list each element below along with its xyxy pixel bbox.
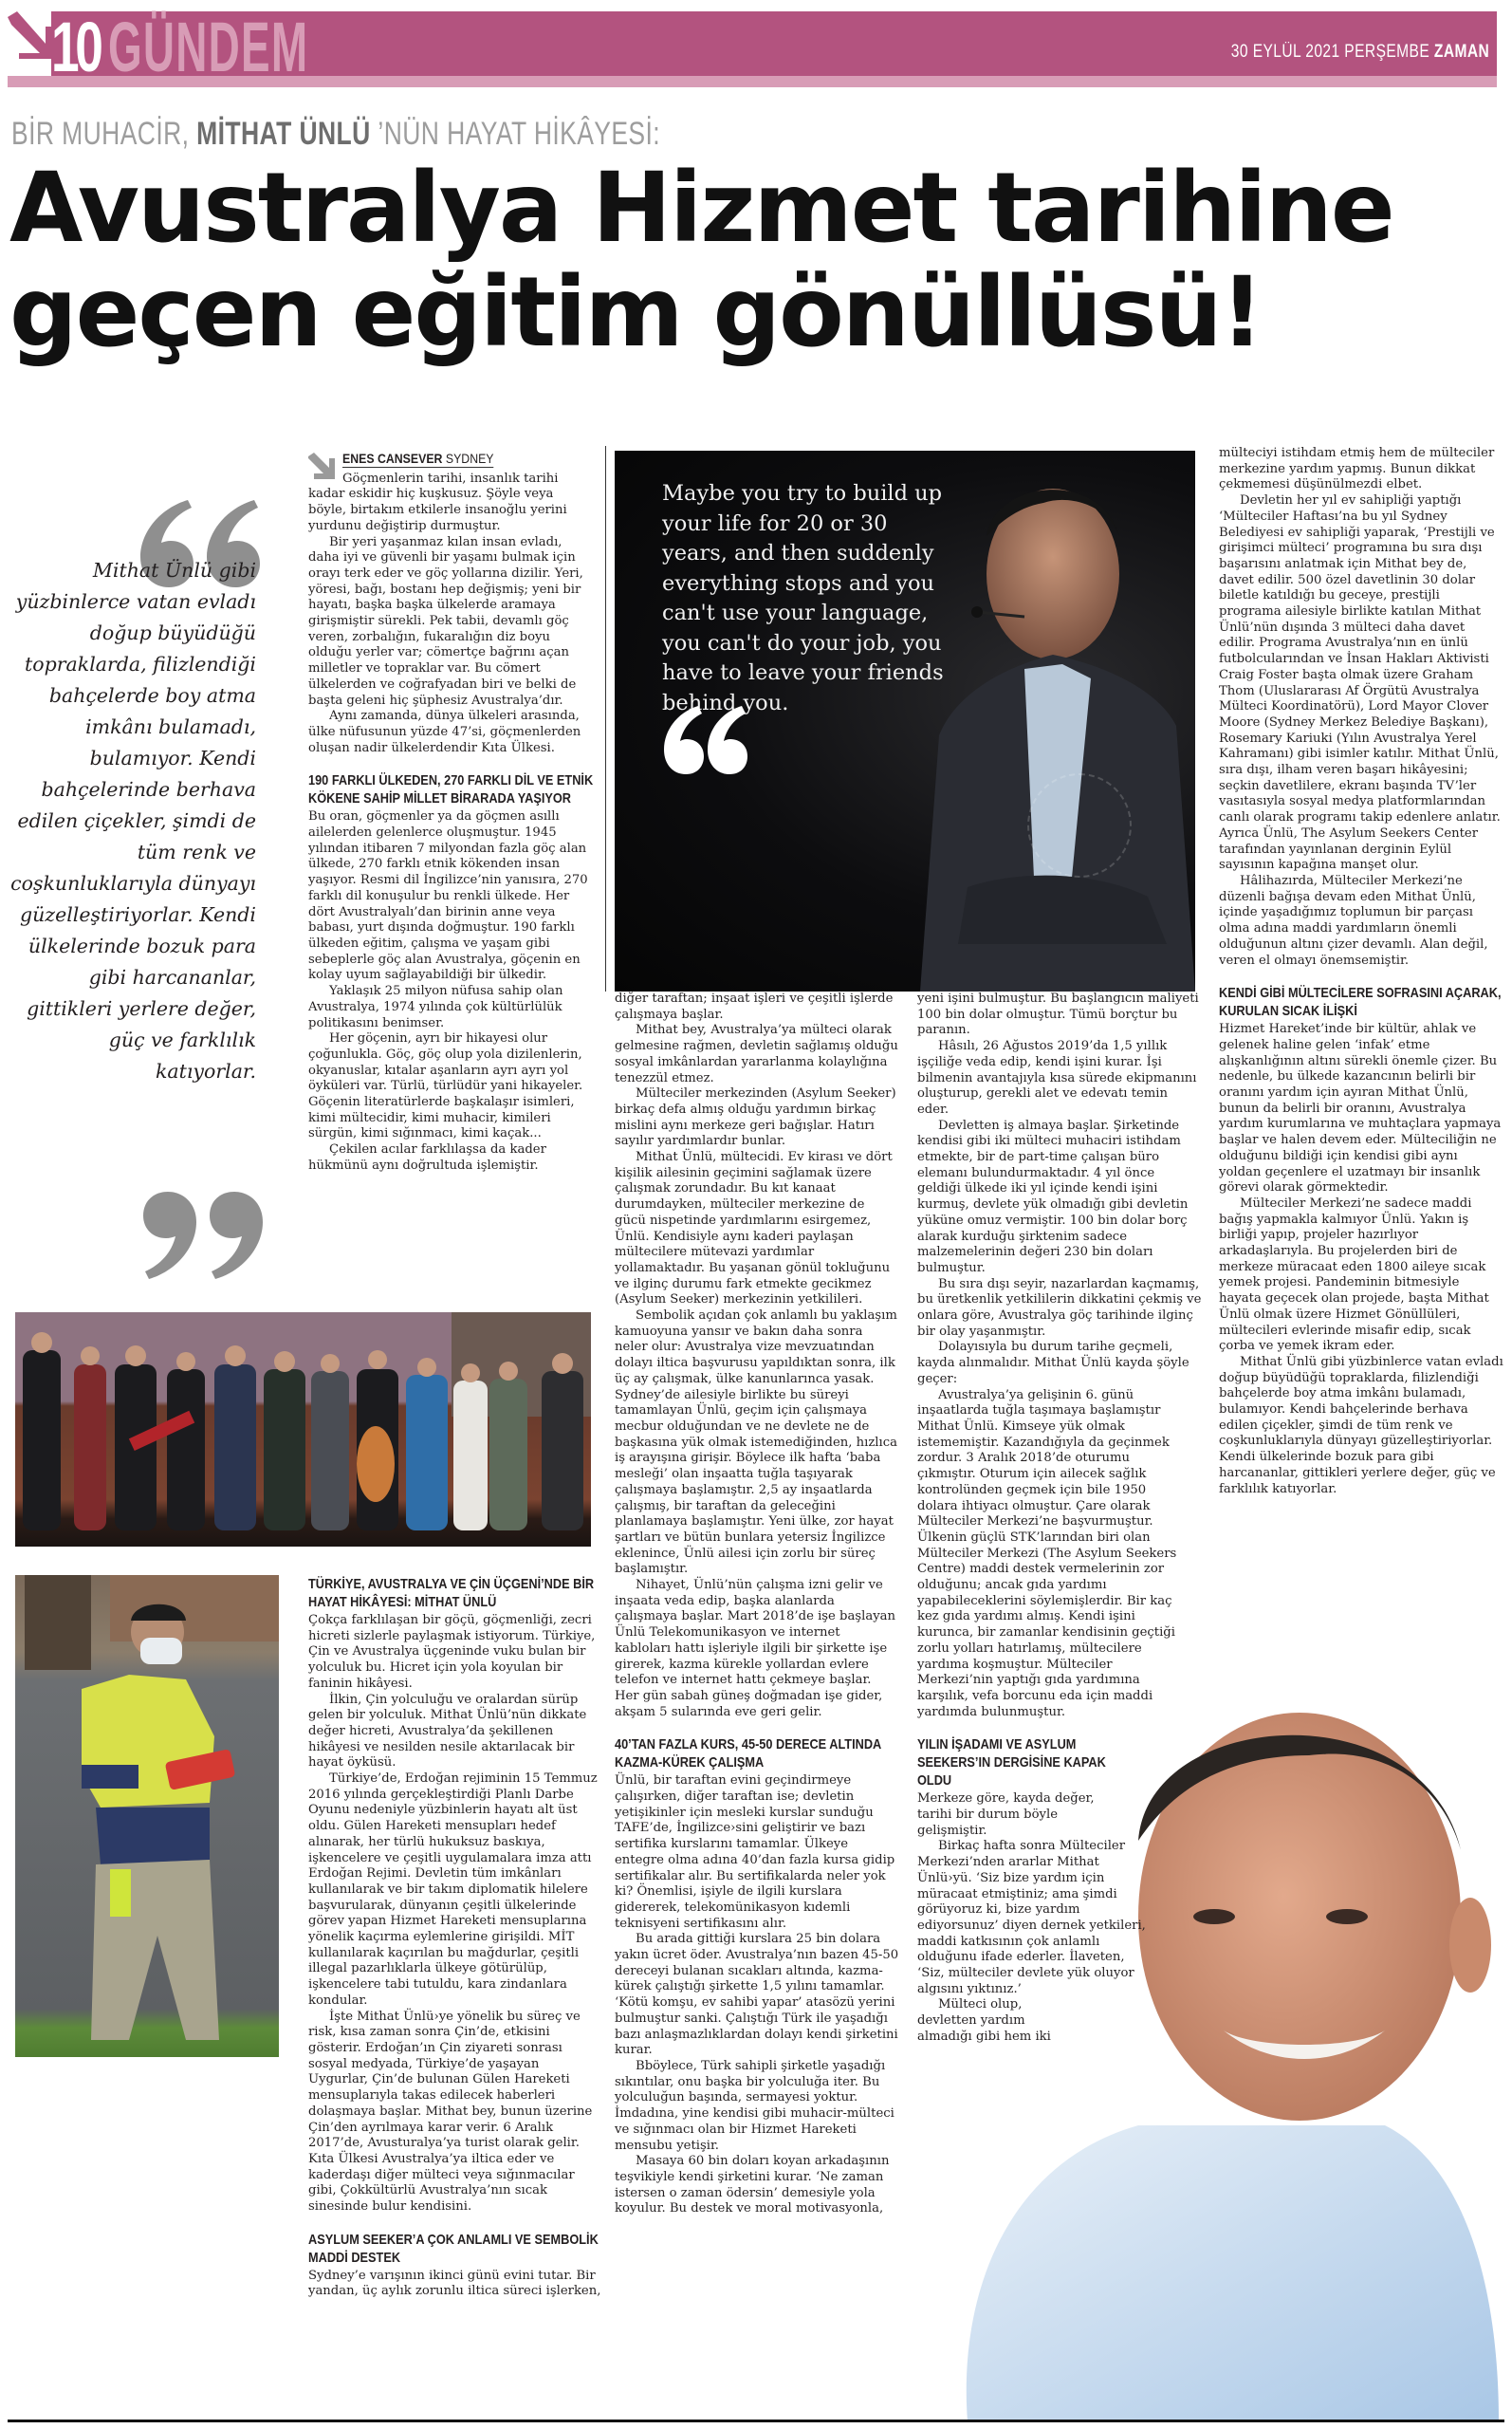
body-paragraph: mülteciyi istihdam etmiş hem de mülteciler merkezine yardım yapmış. Bunun dikkat çekmemesi düşünülmezdi elbet. [1219,446,1495,492]
subheading: TÜRKİYE, AVUSTRALYA VE ÇİN ÜÇGENİ’NDE BİR HAYAT HİKÂYESİ: MİTHAT ÜNLÜ [308,1576,595,1610]
body-paragraph: Çekilen acılar farklılaşsa da kader hükmünü aynı doğrultuda işlemiştir. [308,1142,546,1173]
lead-arrow-icon [308,453,337,481]
issue-date [1231,42,1489,63]
body-paragraph: Hâlihazırda, Mülteciler Merkezi’ne düzenli bağışa devam eden Mithat Ünlü, içinde yaşadığımız toplumun bir parçası olma adına maddi yardımların önemli olduğunun altını çizer devamlı. Alan değil, veren el olmayı önemsemiştir. [1219,873,1488,968]
body-paragraph: Ünlü, bir taraftan evini geçindirmeye çalışırken, diğer taraftan ise; devletin yetişikinler için mesleki kurslar sunduğu TAFE’de, İngilizce›sini geliştirir ve bazı sertifika kurslarını tamamlar. Ülkeye entegre olma adına 40’dan fazla kursa gidip sertifikalar alır. Bu sertifikalarda neler yok ki? Önemlisi, işiyle de ilgili kurslara gidererek, telekomünikasyon kıdemli teknisyeni sertifikasını alır. [615,1773,895,1931]
stage-group-photo [15,1312,591,1547]
body-paragraph: Mülteciler merkezinden (Asylum Seeker) birkaç defa almış olduğu yardımın birkaç mislini aynı merkeze geri bağışlar. Hatırı sayılır yardımlardır bunlar. [615,1086,896,1149]
body-paragraph: Bir yeri yaşanmaz kılan insan evladı, daha iyi ve güvenli bir yaşamı bulmak için orayı terk eder ve göç yollarına dizilir. Yeri, yöresi, bağı, bostanı hep değişmiş; yeni bir hayatı, başka başka ülkelerde aramaya girişmiştir sürekli. Pek tabii, devamlı göç veren, zorbalığın, fukaralığın diz boyu olduğu yerler var; cömertçe bağrını açan milletler ve topraklar var. Bu cömert ülkelerden ve coğrafyadan biri ve belki de başta geleni hiç şüphesiz Avustralya’dır. [308,534,583,708]
body-paragraph: Nihayet, Ünlü’nün çalışma izni gelir ve inşaata veda edip, başka alanlarda çalışmaya başlar. Mart 2018’de işe başlayan Ünlü Telekomunikasyon ve internet kabloları hattı işleriyle ilgili bir şirkette işe girerek, kazma kürekle yollardan evlere telefon ve internet hattı çekmeye başlar. Her gün sabah güneş doğmadan işe gider, akşam 5 sularında eve geri gelir. [615,1578,896,1719]
article-column-3 [917,992,1202,2046]
body-paragraph: Mülteciler Merkezi’ne sadece maddi bağış yapmakla kalmıyor Ünlü. Yakın iş birliği yapıp, projeler hazırlıyor arkadaşlarıyla. Bu projelerden biri de merkeze müracaat eden 1800 aileye sıcak yemek projesi. Pandeminin bitmesiyle hayata geçecek olan projede, başta Mithat Ünlü olmak üzere Hizmet Gönüllüleri, mültecileri evlerinde misafir edip, sıcak çorba ve yemek ikram eder. [1219,1196,1489,1354]
stage-group-figures [15,1312,591,1547]
body-paragraph: yeni işini bulmuştur. Bu başlangıcın maliyeti 100 bin dolar olmuştur. Tümü borçtur bu paranın. [917,992,1199,1038]
byline [342,451,494,468]
body-paragraph: Bu oran, göçmenler ya da göçmen asıllı ailelerden gelenlerce oluşmuştur. 1945 yılından itibaren 7 milyondan fazla göç alan ülkede, 270 farklı etnik kökenden insan yaşıyor. Resmi dil İngilizce’nin yanısıra, 270 farklı dil konuşulur bu renkli ülkede. Her dört Avustralyalı’dan birinin anne veya babası, yurt dışında doğmuştur. 190 farklı ülkeden eğitim, çalışma ve yaşam gibi sebeplerle göç alan Avustralya, göçenin en kolay uyum sağlayabildiği bir ülkedir. [308,809,588,983]
subheading: YILIN İŞADAMI VE ASYLUM SEEKERS’IN DERGİSİNE KAPAK OLDU [917,1736,1106,1789]
column-rule [605,446,606,992]
quote-card-text: Maybe you try to build up your life for 20 or 30 years, and then suddenly everything stops and you can't use your language, you can't do your job, you have to leave your friends behind you. [662,481,944,715]
kicker-post: ’NÜN HAYAT HİKÂYESİ: [370,116,661,152]
asylum-seekers-centre-logo [1027,773,1132,878]
body-paragraph: Birkaç hafta sonra Mülteciler Merkezi’nden ararlar Mithat Ünlü›yü. ‘Siz bize yardım için müracaat etmiştiniz; ama şimdi görüyoruz ki, bize yardım ediyorsunuz’ diyen dernek yetkileri, maddi katkısının çok anlamlı olduğunu ifade ederler. İlaveten, ‘Siz, mülteciler devlete yük oluyor algısını yıktınız.’ [917,1839,1146,1996]
body-paragraph: diğer taraftan; inşaat işleri ve çeşitli işlerde çalışmaya başlar. [615,992,894,1022]
worker-photo [15,1575,279,2057]
subheading: 190 FARKLI ÜLKEDEN, 270 FARKLI DİL VE ETNİK KÖKENE SAHİP MİLLET BİRARADA YAŞIYOR [308,772,594,807]
page-bottom-rule [8,2420,1504,2422]
subheading: 40’TAN FAZLA KURS, 45-50 DERECE ALTINDA KAZMA-KÜREK ÇALIŞMA [615,1736,881,1771]
page-number: 10 [51,8,100,86]
worker-figure [15,1575,279,2057]
body-paragraph: Yaklaşık 25 milyon nüfusa sahip olan Avustralya, 1974 yılında çok kültürlülük politikasını benimser. [308,984,563,1030]
body-paragraph: Avustralya’ya gelişinin 6. günü inşaatlarda tuğla taşımaya başlamıştır Mithat Ünlü. Kimseye yük olmak istememiştir. Kazandığıyla da geçinmek zordur. 3 Aralık 2018’de oturumu çıkmıştır. Oturum için ailecek sağlık kontrolünden geçmek için bile 1950 dolara ihtiyacı olmuştur. Çare olarak Mülteciler Merkezi’ne başvurmuştur. Ülkenin güçlü STK’larından biri olan Mülteciler Merkezi (The Asylum Seekers Centre) maddi destek vermelerinin zor olduğunu; ancak gıda yardımı yapabileceklerini söylemişlerdir. Bir kaç kez gıda yardımı almış. Kendi işini kurunca, bir zamanlar kendisinin geçtiği zorlu yolları hatırlamış, mültecilere yardıma koşmuştur. Mülteciler Merkezi’nin yaptığı gıda yardımına karşılık, vefa borcunu eda için maddi yardımda bulunmuştur. [917,1387,1177,1719]
body-paragraph: Hâsılı, 26 Ağustos 2019’da 1,5 yıllık işçiliğe veda edip, kendi işini kurar. İşi bilmenin avantajıyla kısa sürede ekipmanını oluşturup, gerekli alet ve edevatı temin eder. [917,1039,1197,1117]
body-paragraph: Sydney’e varışının ikinci günü evini tutar. Bir yandan, üç aylık zorunlu iltica süreci işlerken, [308,2268,601,2299]
body-paragraph: Aynı zamanda, dünya ülkeleri arasında, ülke nüfusunun yüzde 47’si, göçmenlerden oluşan nadir ülkelerdendir Kıta Ülkesi. [308,709,581,755]
body-paragraph: Bu sıra dışı seyir, nazarlardan kaçmamış, bu üretkenlik yetkililerin dikkatini çekmiş ve onlara göre, Avustralya göç tarihinde ilginç bir olay yaşanmıştır. [917,1276,1202,1339]
kicker-name: MİTHAT ÜNLÜ [196,116,371,152]
body-paragraph: Mithat Ünlü gibi yüzbinlerce vatan evladı doğup büyüdüğü topraklarda, filizlendiği bahçelerde boy atma imkânı bulamadı, bulamıyor. Kendi bahçelerinde berhava edilen çiçekler, şimdi de tüm renk ve coşkunluklarıyla dünyayı güzelleştiriyorlar. Kendi ülkelerinde bozuk para gibi harcananlar, gittikleri yerlere değer, güç ve farklılık katıyorlar. [1219,1354,1503,1496]
article-column-2 [615,992,899,2217]
quote-mark-icon [662,702,747,778]
body-paragraph: Dolayısıyla bu durum tarihe geçmeli, kayda alınmalıdır. Mithat Ünlü kayda şöyle geçer: [917,1340,1189,1386]
body-paragraph: Çokça farklılaşan bir göçü, göçmenliği, zecri hicreti sizlerle paylaşmak istiyorum. Türkiye, Çin ve Avustralya üçgeninde vuku bulan bir yolculuk bu. Hicret için yola koyulan bir faninin hikâyesi. [308,1613,596,1691]
subheading: ASYLUM SEEKER’A ÇOK ANLAMLI VE SEMBOLİK MADDİ DESTEK [308,2231,599,2266]
body-paragraph: Her göçenin, ayrı bir hikayesi olur çoğunlukla. Göç, göç olup yola dizilenlerin, okyanuslar, kıtalar aşanların ayrı ayrı yol öyküleri var. Türlü, türlüdür yani hikayeler. Göçenin literatürlerde başkalaşır isimleri, kimi mültecidir, kimi muhacir, kimileri sürgün, kimi sığınmacı, kimi kaçak... [308,1031,583,1141]
date-text: 30 EYLÜL 2021 PERŞEMBE [1230,42,1429,62]
section-title: GÜNDEM [108,8,309,86]
dateline-city: SYDNEY [445,451,494,466]
headline-line-2: geçen eğitim gönüllüsü! [9,256,1263,369]
body-paragraph: Göçmenlerin tarihi, insanlık tarihi kadar eskidir hiç kuşkusuz. Şöyle veya böyle, birtakım etkilerle insanoğlu yerini yurdunu değiştirip durmuştur. [308,471,567,533]
kicker-pre: BİR MUHACİR, [11,116,197,152]
body-paragraph: Devletten iş almaya başlar. Şirketinde kendisi gibi iki mülteci muhaciri istihdam etmekte, bir de part-time çalışan büro elemanı bulundurmaktadır. 4 yıl önce geldiği ülkede iki yıl içinde kendi işini kurmuş, devlete yük olmadığı gibi devletin yüküne omuz vermiştir. 100 bin dolar borç alarak kurduğu şirktenim sadece malzemelerinin değeri 230 bin doları bulmuştur. [917,1118,1189,1275]
body-paragraph: Devletin her yıl ev sahipliği yaptığı ‘Mülteciler Haftası’na bu yıl Sydney Belediyesi ev sahipliği yaparak, ‘Prestijli ve girişimci mülteci’ programına bu sıra dışı başarısını anlatmak için Mithat bey de, davet edilir. 500 özel davetlinin 30 dolar biletle katıldığı bu geceye, prestijli programa ailesiyle birlikte katılan Mithat Ünlü’nün dışında 3 mülteci daha davet edilir. Programa Avustralya’nın en ünlü futbolcularından ve İnsan Hakları Aktivisti Craig Foster başta olmak üzere Graham Thom (Uluslararası Af Örgütü Avustralya Mülteci Koordinatörü), Lord Mayor Clover Moore (Sydney Merkez Belediye Başkanı), Rosemary Kariuki (Yılın Avustralya Yerel Kahramanı) gibi isimler katılır. Mithat Ünlü, sıra dışı, ilham veren başarı hikâyesini; seçkin davetlilere, ekranı başında TV’ler vasıtasıyla sosyal medya platformlarından canlı olarak programı takip edenlere anlatır. Ayrıca Ünlü, The Asylum Seekers Center tarafından yayınlanan derginin Eylül sayısının kapağına manşet olur. [1219,493,1501,873]
article-column-4 [1219,446,1503,1497]
headline-line-1: Avustralya Hizmet tarihine [9,152,1393,265]
body-paragraph: İşte Mithat Ünlü›ye yönelik bu süreç ve risk, kısa zaman sonra Çin’de, etkisini gösterir. Erdoğan’ın Çin ziyareti sonrası sosyal medyada, Türkiye’de yaşayan Uygurlar, Çin’de bulunan Gülen Hareketi mensuplarıyla takas edilecek haberleri dolaşmaya başlar. Mithat bey, bunun üzerine Çin’den ayrılmaya karar verir. 6 Aralık 2017’de, Avusturalya’ya turist olarak gelir. Kıta Ülkesi Avustralya’ya iltica eder ve kaderdaşı diğer mülteci veya sığınmacılar gibi, Çokkültürlü Avustralya’nın sıcak sinesinde bulur kendisini. [308,2009,593,2215]
body-paragraph: İlkin, Çin yolculuğu ve oralardan sürüp gelen bir yolculuk. Mithat Ünlü’nün dikkate değer hicreti, Avustralya’da şekillenen hikâyesi ve nesilden nesile aktarılacak bir hayat öyküsü. [308,1692,587,1771]
body-paragraph: Mithat Ünlü, mültecidi. Ev kirası ve dört kişilik ailesinin geçimini sağlamak üzere çalışmak zorundadır. Bu kıt kanaat durumdayken, mülteciler merkezine de gücü nispetinde yardımlarını esirgemez, Ünlü. Kendisiyle aynı kaderi paylaşan mültecilere mütevazi yardımlar yollamaktadır. Bu yaşanan gönül tokluğunu ve ilginç durumu fark etmekte gecikmez (Asylum Seeker) merkezinin yetkilileri. [615,1150,893,1307]
body-paragraph: Masaya 60 bin doları koyan arkadaşının teşvikiyle kendi şirketini kurar. ‘Ne zaman istersen o zaman ödersin’ demesiyle yola koyulur. Bu destek ve moral motivasyonla, [615,2154,890,2216]
body-paragraph: Mülteci olup, devletten yardım almadığı gibi hem iki [917,1997,1051,2044]
body-paragraph: Türkiye’de, Erdoğan rejiminin 15 Temmuz 2016 yılında gerçekleştirdiği Planlı Darbe Oyunu nedeniyle yüzbinlerin hayatı alt üst oldu. Gülen Hareketi mensupları hedef alınarak, her türlü hukuksuz baskıya, işkencelere ve çeşitli uygulamalara imza attı Erdoğan Rejimi. Devletin tüm imkânları kullanılarak ve bir takım diplomatik hilelere başvurularak, dünyanın çeşitli ülkelerinde görev yapan Hizmet Hareketi mensuplarına yönelik kaçırma eylemlerine girişildi. MİT kullanılarak kaçırılan bu mağdurlar, çeşitli illegal pazarlıklarla ülkeye götürülüp, işkencelere tabi tutuldu, kara zindanlara kondular. [308,1771,598,2008]
body-paragraph: Mithat bey, Avustralya’ya mülteci olarak gelmesine rağmen, devletin sağlamış olduğu sosyal imkânlardan yararlanma kolaylığına tenezzül etmez. [615,1023,898,1085]
article-column-1 [308,451,593,1175]
publication-name: ZAMAN [1433,42,1489,62]
body-paragraph: Sembolik açıdan çok anlamlı bu yaklaşım kamuoyuna yansır ve bakın daha sonra neler olur: Avustralya vize mevzuatından dolayı iltica başvurusu yapıldıktan sonra, ilk üç ay çalışmak, ülke kanunlarınca yasak. Sydney’de ailesiyle birlikte bu süreyi tamamlayan Ünlü, geçim için çalışmaya mecbur olduğundan ve ne devlete ne de başkasına yük olmak istemediğinden, hızlıca iş arayışına girişir. Böylece ilk hafta ‘baba mesleği’ olan inşaatta tuğla taşıyarak çalışmaya başlamıştır. 2,5 ay inşaatlarda çalışmış, bir taraftan da geleceğini planlamaya başlamıştır. Yeni ülke, zor hayat şartları ve bütün bunlara yetersiz İngilizce eklenince, Ünlü ailesi için zorlu bir süreç başlamıştır. [615,1308,897,1577]
quote-card-photo [615,451,1195,992]
article-headline [9,152,1478,369]
arrow-down-right-icon [8,11,51,76]
body-paragraph: Merkeze göre, kayda değer, tarihi bir durum böyle gelişmiştir. [917,1791,1095,1838]
article-kicker [11,116,660,153]
body-paragraph: Hizmet Hareket’inde bir kültür, ahlak ve gelenek haline gelen ‘infak’ etme alışkanlığının altını sürekli önemle çizer. Bu nedenle, bu ülkede kazancının belirli bir oranını yardım için ayıran Mithat Ünlü, bunun da belirli bir oranını, Avustralya yardım kurumlarına ve muhtaçlara yapmaya başlar ve halen devem eder. Mülteciliğin ne olduğunu bildiği için kendisi gibi aynı yoldan geçenlere el uzatmayı bir insanlık görevi olarak görmektedir. [1219,1022,1502,1196]
article-column-1b [308,1575,602,2300]
close-quote-icon [138,1186,270,1290]
author-name: ENES CANSEVER [342,451,443,466]
body-paragraph: Bböylece, Türk sahipli şirketle yaşadığı sıkıntılar, onu başka bir yolculuğa iter. Bu yolculuğun başında, sermayesi yoktur. İmdadına, yine kendisi gibi muhacir-mülteci ve sığınmacı olan bir Hizmet Hareketi mensubu yetişir. [615,2059,894,2153]
body-paragraph: Bu arada gittiği kurslara 25 bin dolara yakın ücret öder. Avustralya’nın bazen 45-50 dereceyi bulanan sıcakları altında, kazma-kürek çalıştığı şirkette 1,5 yılını tamamlar. ‘Kötü komşu, ev sahibi yapar’ atasözü yerini bulmuştur sanki. Çalıştığı Türk ile yaşadığı bazı anlaşmazlıklardan dolayı kendi şirketini kurar. [615,1932,899,2058]
pull-quote: Mithat Ünlü gibi yüzbinlerce vatan evladı doğup büyüdüğü topraklarda, filizlendiği bahçelerde boy atma imkânı bulamadı, bulamıyor. Kendi bahçelerinde berhava edilen çiçekler, şimdi de tüm renk ve coşkunluklarıyla dünyayı güzelleştiriyorlar. Kendi ülkelerinde bozuk para gibi harcananlar, gittikleri yerlere değer, güç ve farklılık katıyorlar. [10,559,256,1083]
subheading: KENDİ GİBİ MÜLTECİLERE SOFRASINI AÇARAK, KURULAN SICAK İLİŞKİ [1219,985,1502,1020]
